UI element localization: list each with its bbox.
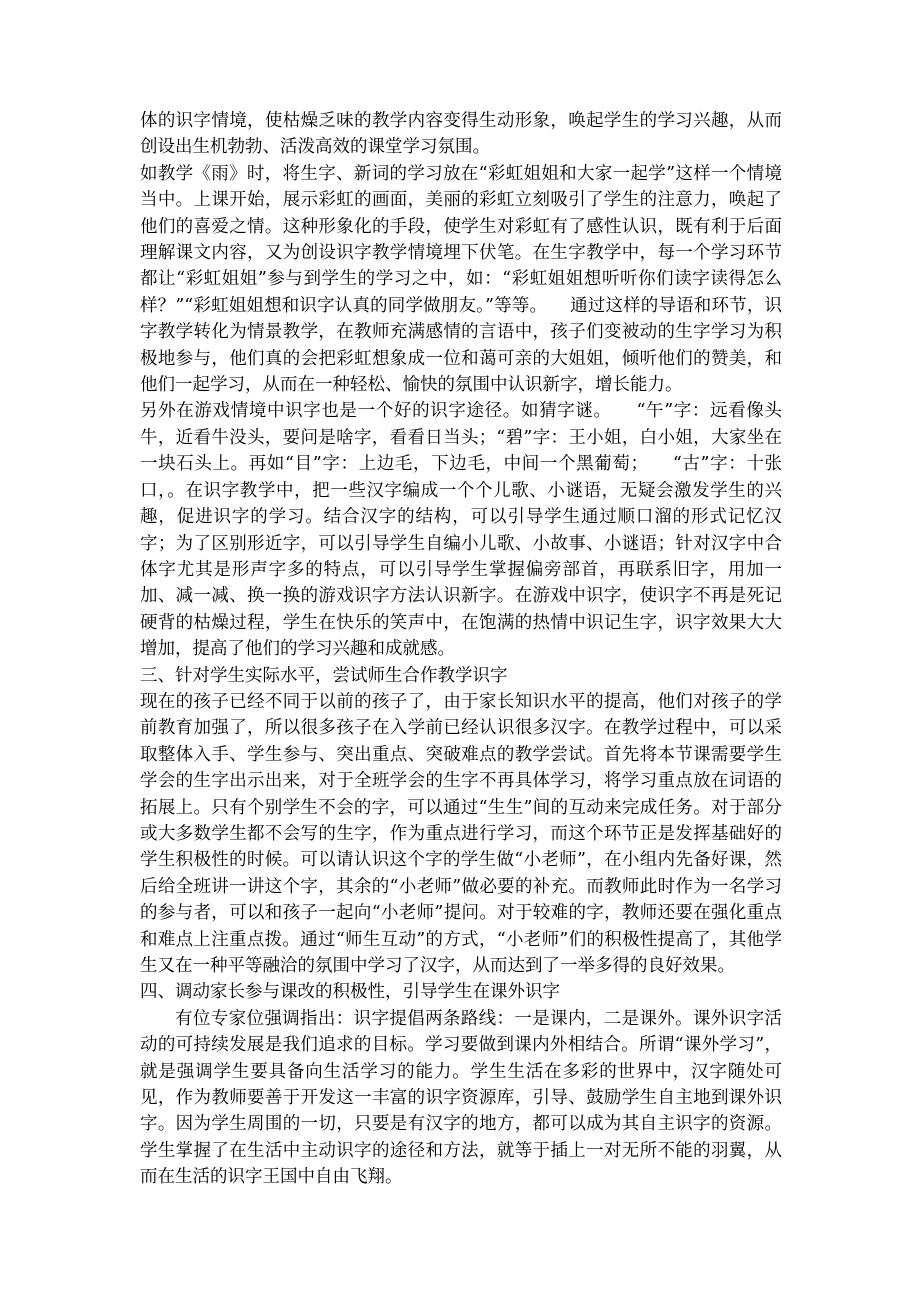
section-heading-3: 三、针对学生实际水平，尝试师生合作教学识字 — [140, 665, 508, 686]
paragraph-game-literacy: 另外在游戏情境中识字也是一个好的识字途径。如猜字谜。 “午”字：远看像头牛，近看牛没头，要问是啥字，看看日当头；“碧”字：王小姐，白小姐，大家坐在一块石头上。再如“目”字：上边毛，下边毛，中间一个黑葡萄； “古”字：十张口，。在识字教学中，把一些汉字编成一个个儿歌、小谜语，无疑会激发学生的兴趣，促进识字的学习。结合汉字的结构，可以引导学生通过顺口溜的形式记忆汉字；为了区别形近字，可以引导学生自编小儿歌、小故事、小谜语；针对汉字中合体字尤其是形声字多的特点，可以引导学生掌握偏旁部首，再联系旧字，用加一加、减一减、换一换的游戏识字方法认识新字。在游戏中识字，使识字不再是死记硬背的枯燥过程，学生在快乐的笑声中，在饱满的热情中识记生字，识字效果大大增加，提高了他们的学习兴趣和成就感。 — [140, 401, 782, 660]
paragraph-rain-lesson: 如教学《雨》时，将生字、新词的学习放在“彩虹姐姐和大家一起学”这样一个情境当中。上课开始，展示彩虹的画面，美丽的彩虹立刻吸引了学生的注意力，唤起了他们的喜爱之情。这种形象化的手段，使学生对彩虹有了感性认识，既有利于后面理解课文内容，又为创设识字教学情境埋下伏笔。在生字教学中，每一个学习环节都让“彩虹姐姐”参与到学生的学习之中，如：“彩虹姐姐想听听你们读字读得怎么样？”“彩虹姐姐想和识字认真的同学做朋友。”等等。 通过这样的导语和环节，识字教学转化为情景教学，在教师充满感情的言语中，孩子们变被动的生字学习为积极地参与，他们真的会把彩虹想象成一位和蔼可亲的大姐姐，倾听他们的赞美，和他们一起学习，从而在一种轻松、愉快的氛围中认识新字，增长能力。 — [140, 163, 782, 396]
paragraph-extracurricular: 有位专家位强调指出：识字提倡两条路线：一是课内，二是课外。课外识字活动的可持续发展是我们追求的目标。学习要做到课内外相结合。所谓“课外学习”，就是强调学生要具备向生活学习的能力。学生生活在多彩的世界中，汉字随处可见，作为教师要善于开发这一丰富的识字资源库，引导、鼓励学生自主地到课外识字。因为学生周围的一切，只要是有汉字的地方，都可以成为其自主识字的资源。学生掌握了在生活中主动识字的途径和方法，就等于插上一对无所不能的羽翼，从而在生活的识字王国中自由飞翔。 — [140, 1008, 782, 1188]
paragraph-cooperative-teaching: 现在的孩子已经不同于以前的孩子了，由于家长知识水平的提高，他们对孩子的学前教育加强了，所以很多孩子在入学前已经认识很多汉字。在教学过程中，可以采取整体入手、学生参与、突出重点、突破难点的教学尝试。首先将本节课需要学生学会的生字出示出来，对于全班学会的生字不再具体学习，将学习重点放在词语的拓展上。只有个别学生不会的字，可以通过“生生”间的互动来完成任务。对于部分或大多数学生都不会写的生字，作为重点进行学习，而这个环节正是发挥基础好的学生积极性的时候。可以请认识这个字的学生做“小老师”，在小组内先备好课，然后给全班讲一讲这个字，其余的“小老师”做必要的补充。而教师此时作为一名学习的参与者，可以和孩子一起向“小老师”提问。对于较难的字，教师还要在强化重点和难点上注重点拨。通过“师生互动”的方式，“小老师”们的积极性提高了，其他学生又在一种平等融洽的氛围中学习了汉字，从而达到了一举多得的良好效果。 — [140, 691, 782, 976]
document-body — [140, 108, 782, 1191]
paragraph-intro-continuation: 体的识字情境，使枯燥乏味的教学内容变得生动形象，唤起学生的学习兴趣，从而创设出生机勃勃、活泼高效的课堂学习氛围。 — [140, 111, 782, 158]
section-heading-4: 四、调动家长参与课改的积极性，引导学生在课外识字 — [140, 982, 560, 1003]
